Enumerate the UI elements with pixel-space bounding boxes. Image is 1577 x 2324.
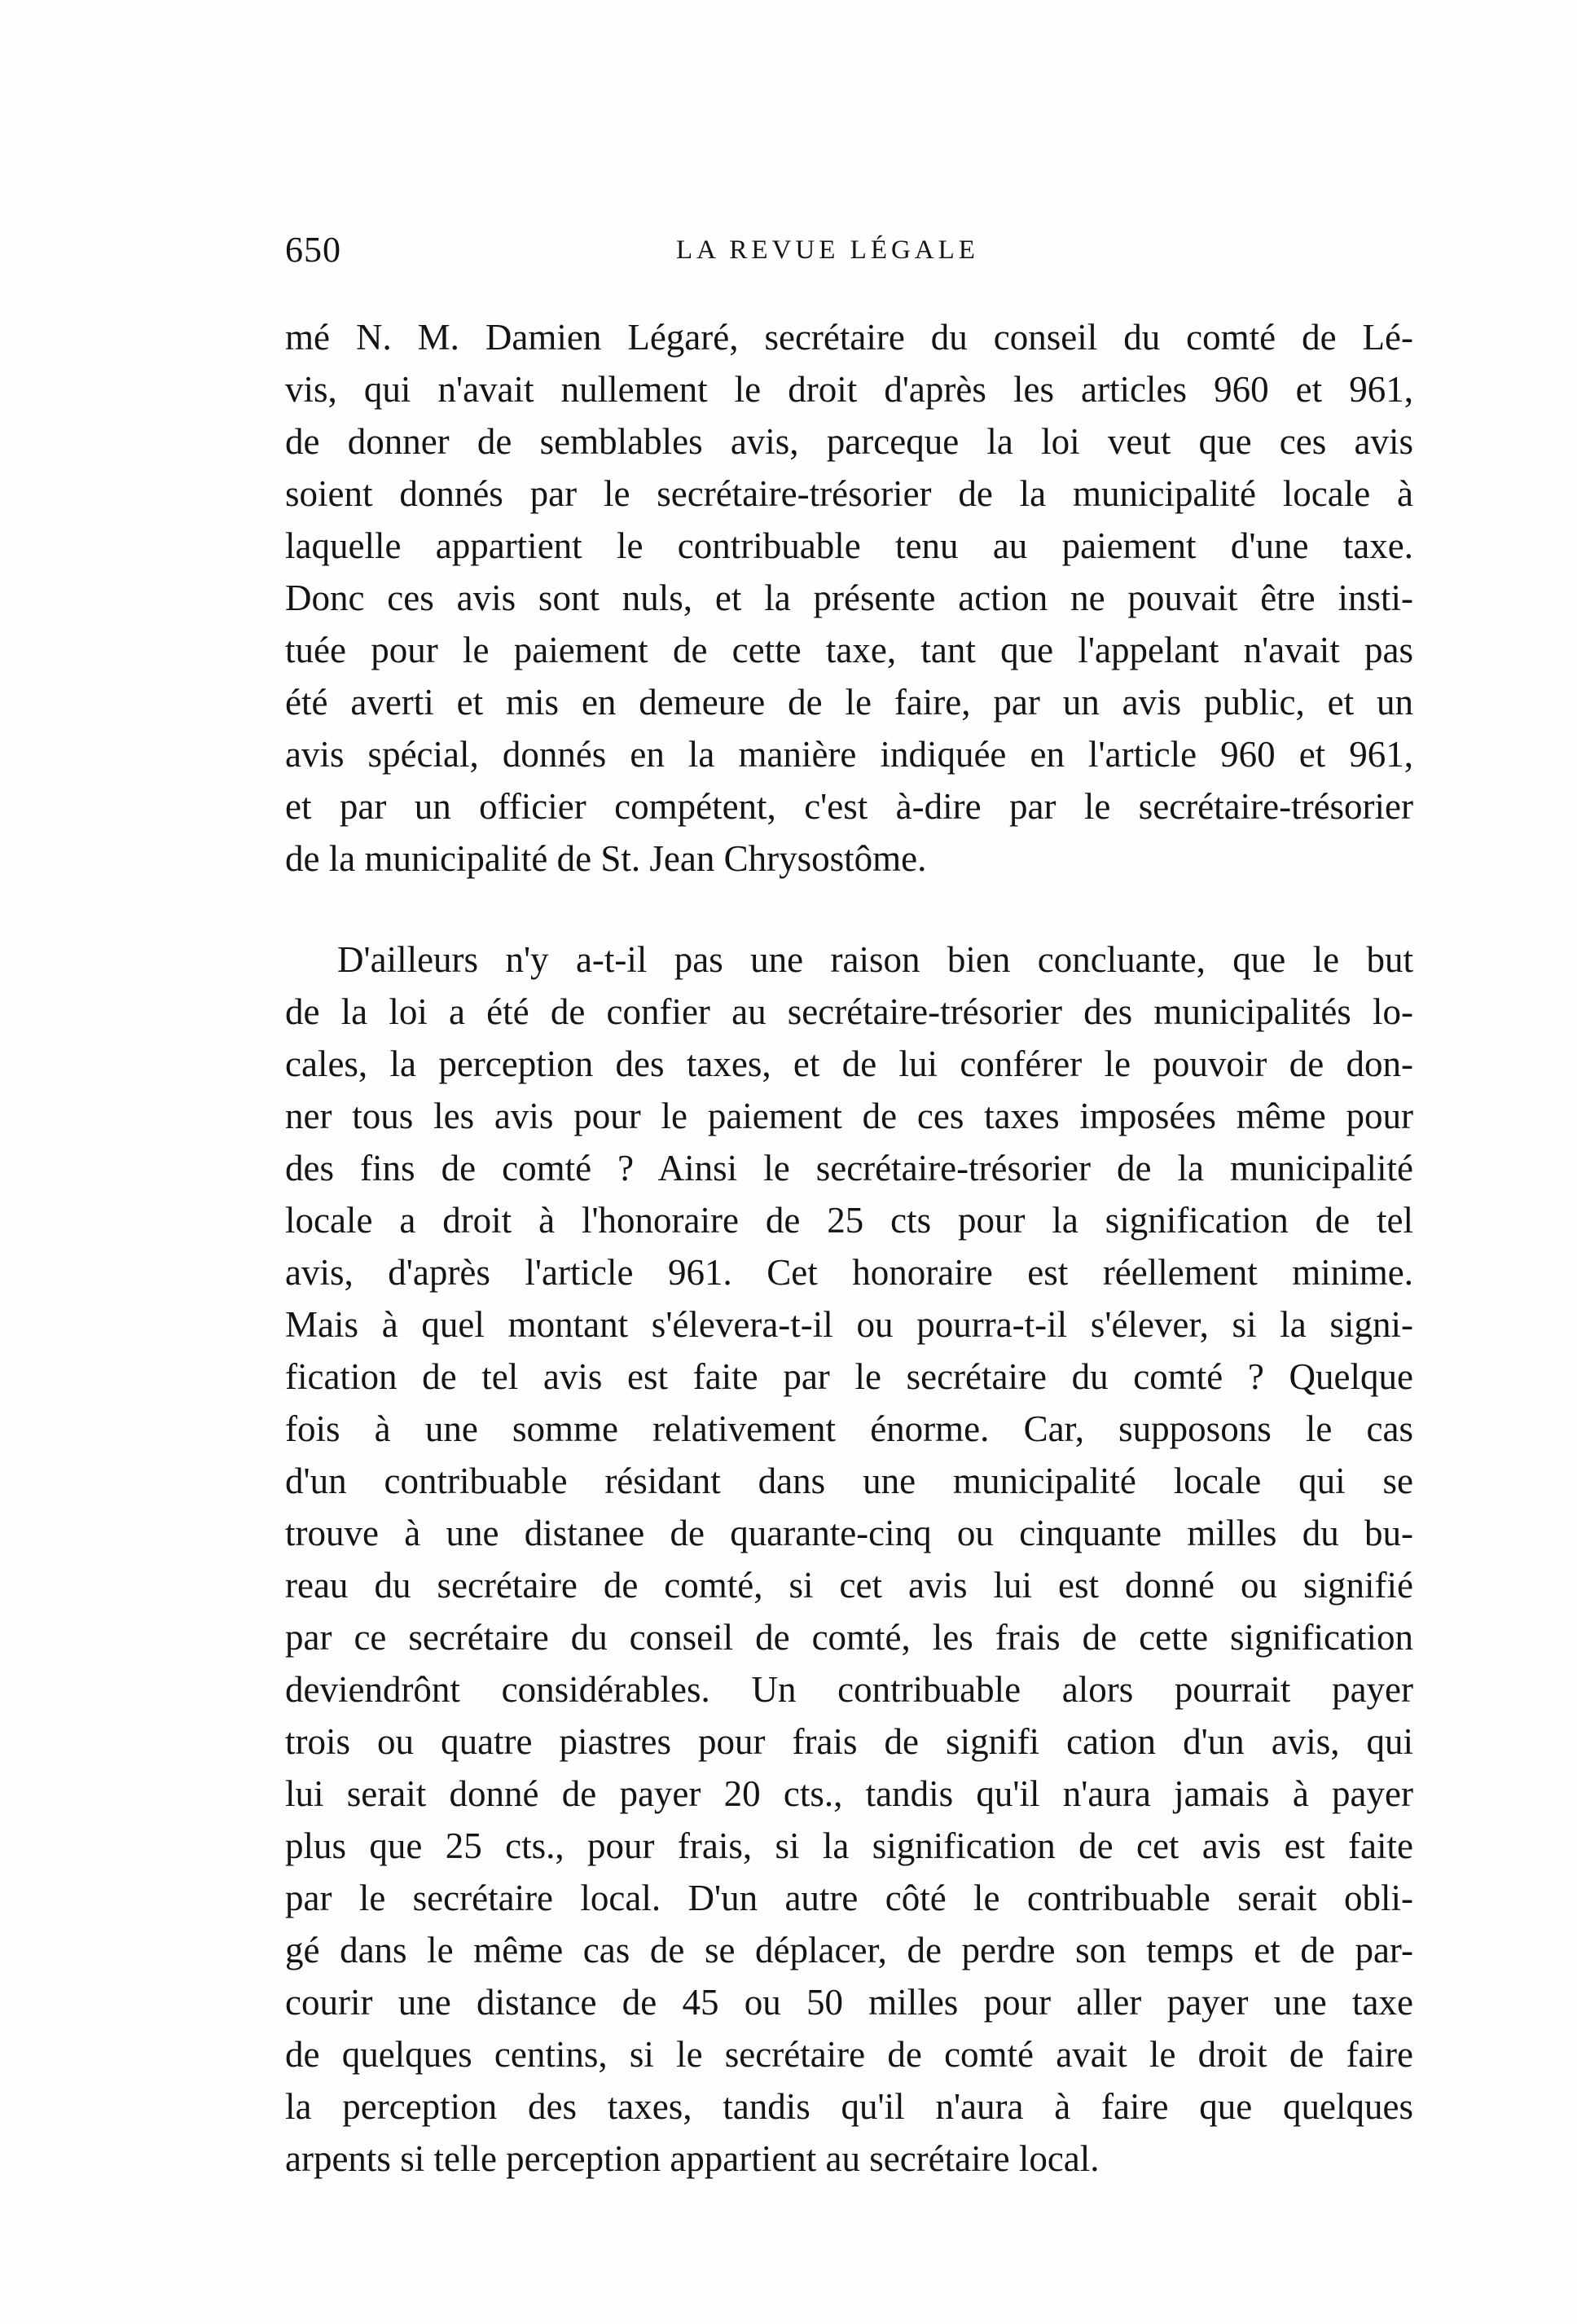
text-line: gé dans le même cas de se déplacer, de perdre son temps et de par- — [285, 1930, 1413, 1970]
text-line: et par un officier compétent, c'est à-dire par le secrétaire-trésorier — [285, 786, 1413, 827]
body-text — [285, 311, 1413, 2185]
text-line: par ce secrétaire du conseil de comté, les frais de cette signification — [285, 1617, 1413, 1658]
text-line: été averti et mis en demeure de le faire, par un avis public, et un — [285, 682, 1413, 723]
text-line: fication de tel avis est faite par le secrétaire du comté ? Quelque — [285, 1356, 1413, 1397]
text-line: fois à une somme relativement énorme. Car, supposons le cas — [285, 1408, 1413, 1449]
text-line: par le secrétaire local. D'un autre côté le contribuable serait obli- — [285, 1878, 1413, 1918]
text-line: avis, d'après l'article 961. Cet honoraire est réellement minime. — [285, 1252, 1413, 1293]
text-line: plus que 25 cts., pour frais, si la signification de cet avis est faite — [285, 1825, 1413, 1866]
text-line: d'un contribuable résidant dans une municipalité locale qui se — [285, 1461, 1413, 1501]
text-line: avis spécial, donnés en la manière indiquée en l'article 960 et 961, — [285, 734, 1413, 775]
page-number: 650 — [285, 230, 341, 270]
text-line: trouve à une distanee de quarante-cinq ou cinquante milles du bu- — [285, 1513, 1413, 1553]
paragraph-spacer — [285, 885, 1413, 934]
text-line: Mais à quel montant s'élevera-t-il ou pourra-t-il s'élever, si la signi- — [285, 1304, 1413, 1345]
text-line: de quelques centins, si le secrétaire de comté avait le droit de faire — [285, 2034, 1413, 2075]
text-line: la perception des taxes, tandis qu'il n'aura à faire que quelques — [285, 2086, 1413, 2127]
text-line: deviendrônt considérables. Un contribuable alors pourrait payer — [285, 1669, 1413, 1710]
text-line: de la loi a été de confier au secrétaire-trésorier des municipalités lo- — [285, 991, 1413, 1032]
text-line: ner tous les avis pour le paiement de ces taxes imposées même pour — [285, 1096, 1413, 1136]
text-line: Donc ces avis sont nuls, et la présente action ne pouvait être insti- — [285, 578, 1413, 618]
text-line: courir une distance de 45 ou 50 milles pour aller payer une taxe — [285, 1982, 1413, 2023]
text-line: de la municipalité de St. Jean Chrysostôme. — [285, 838, 927, 879]
paragraph-2 — [285, 934, 1413, 2185]
text-line: des fins de comté ? Ainsi le secrétaire-trésorier de la municipalité — [285, 1148, 1413, 1188]
text-line: de donner de semblables avis, parceque la loi veut que ces avis — [285, 421, 1413, 462]
text-line: reau du secrétaire de comté, si cet avis lui est donné ou signifié — [285, 1565, 1413, 1606]
text-line: trois ou quatre piastres pour frais de signifi cation d'un avis, qui — [285, 1721, 1413, 1762]
text-line: mé N. M. Damien Légaré, secrétaire du conseil du comté de Lé- — [285, 317, 1413, 358]
text-line: lui serait donné de payer 20 cts., tandis qu'il n'aura jamais à payer — [285, 1773, 1413, 1814]
running-head — [285, 222, 1413, 279]
text-line: tuée pour le paiement de cette taxe, tant que l'appelant n'avait pas — [285, 630, 1413, 670]
text-line: locale a droit à l'honoraire de 25 cts pour la signification de tel — [285, 1200, 1413, 1241]
paragraph-1 — [285, 311, 1413, 885]
text-line: laquelle appartient le contribuable tenu au paiement d'une taxe. — [285, 525, 1413, 566]
text-line: vis, qui n'avait nullement le droit d'après les articles 960 et 961, — [285, 369, 1413, 410]
text-line: cales, la perception des taxes, et de lui conférer le pouvoir de don- — [285, 1043, 1413, 1084]
journal-title: LA REVUE LÉGALE — [676, 235, 979, 265]
text-line: D'ailleurs n'y a-t-il pas une raison bien concluante, que le but — [337, 939, 1413, 980]
text-line: arpents si telle perception appartient au secrétaire local. — [285, 2138, 1100, 2179]
text-line: soient donnés par le secrétaire-trésorier de la municipalité locale à — [285, 473, 1413, 514]
